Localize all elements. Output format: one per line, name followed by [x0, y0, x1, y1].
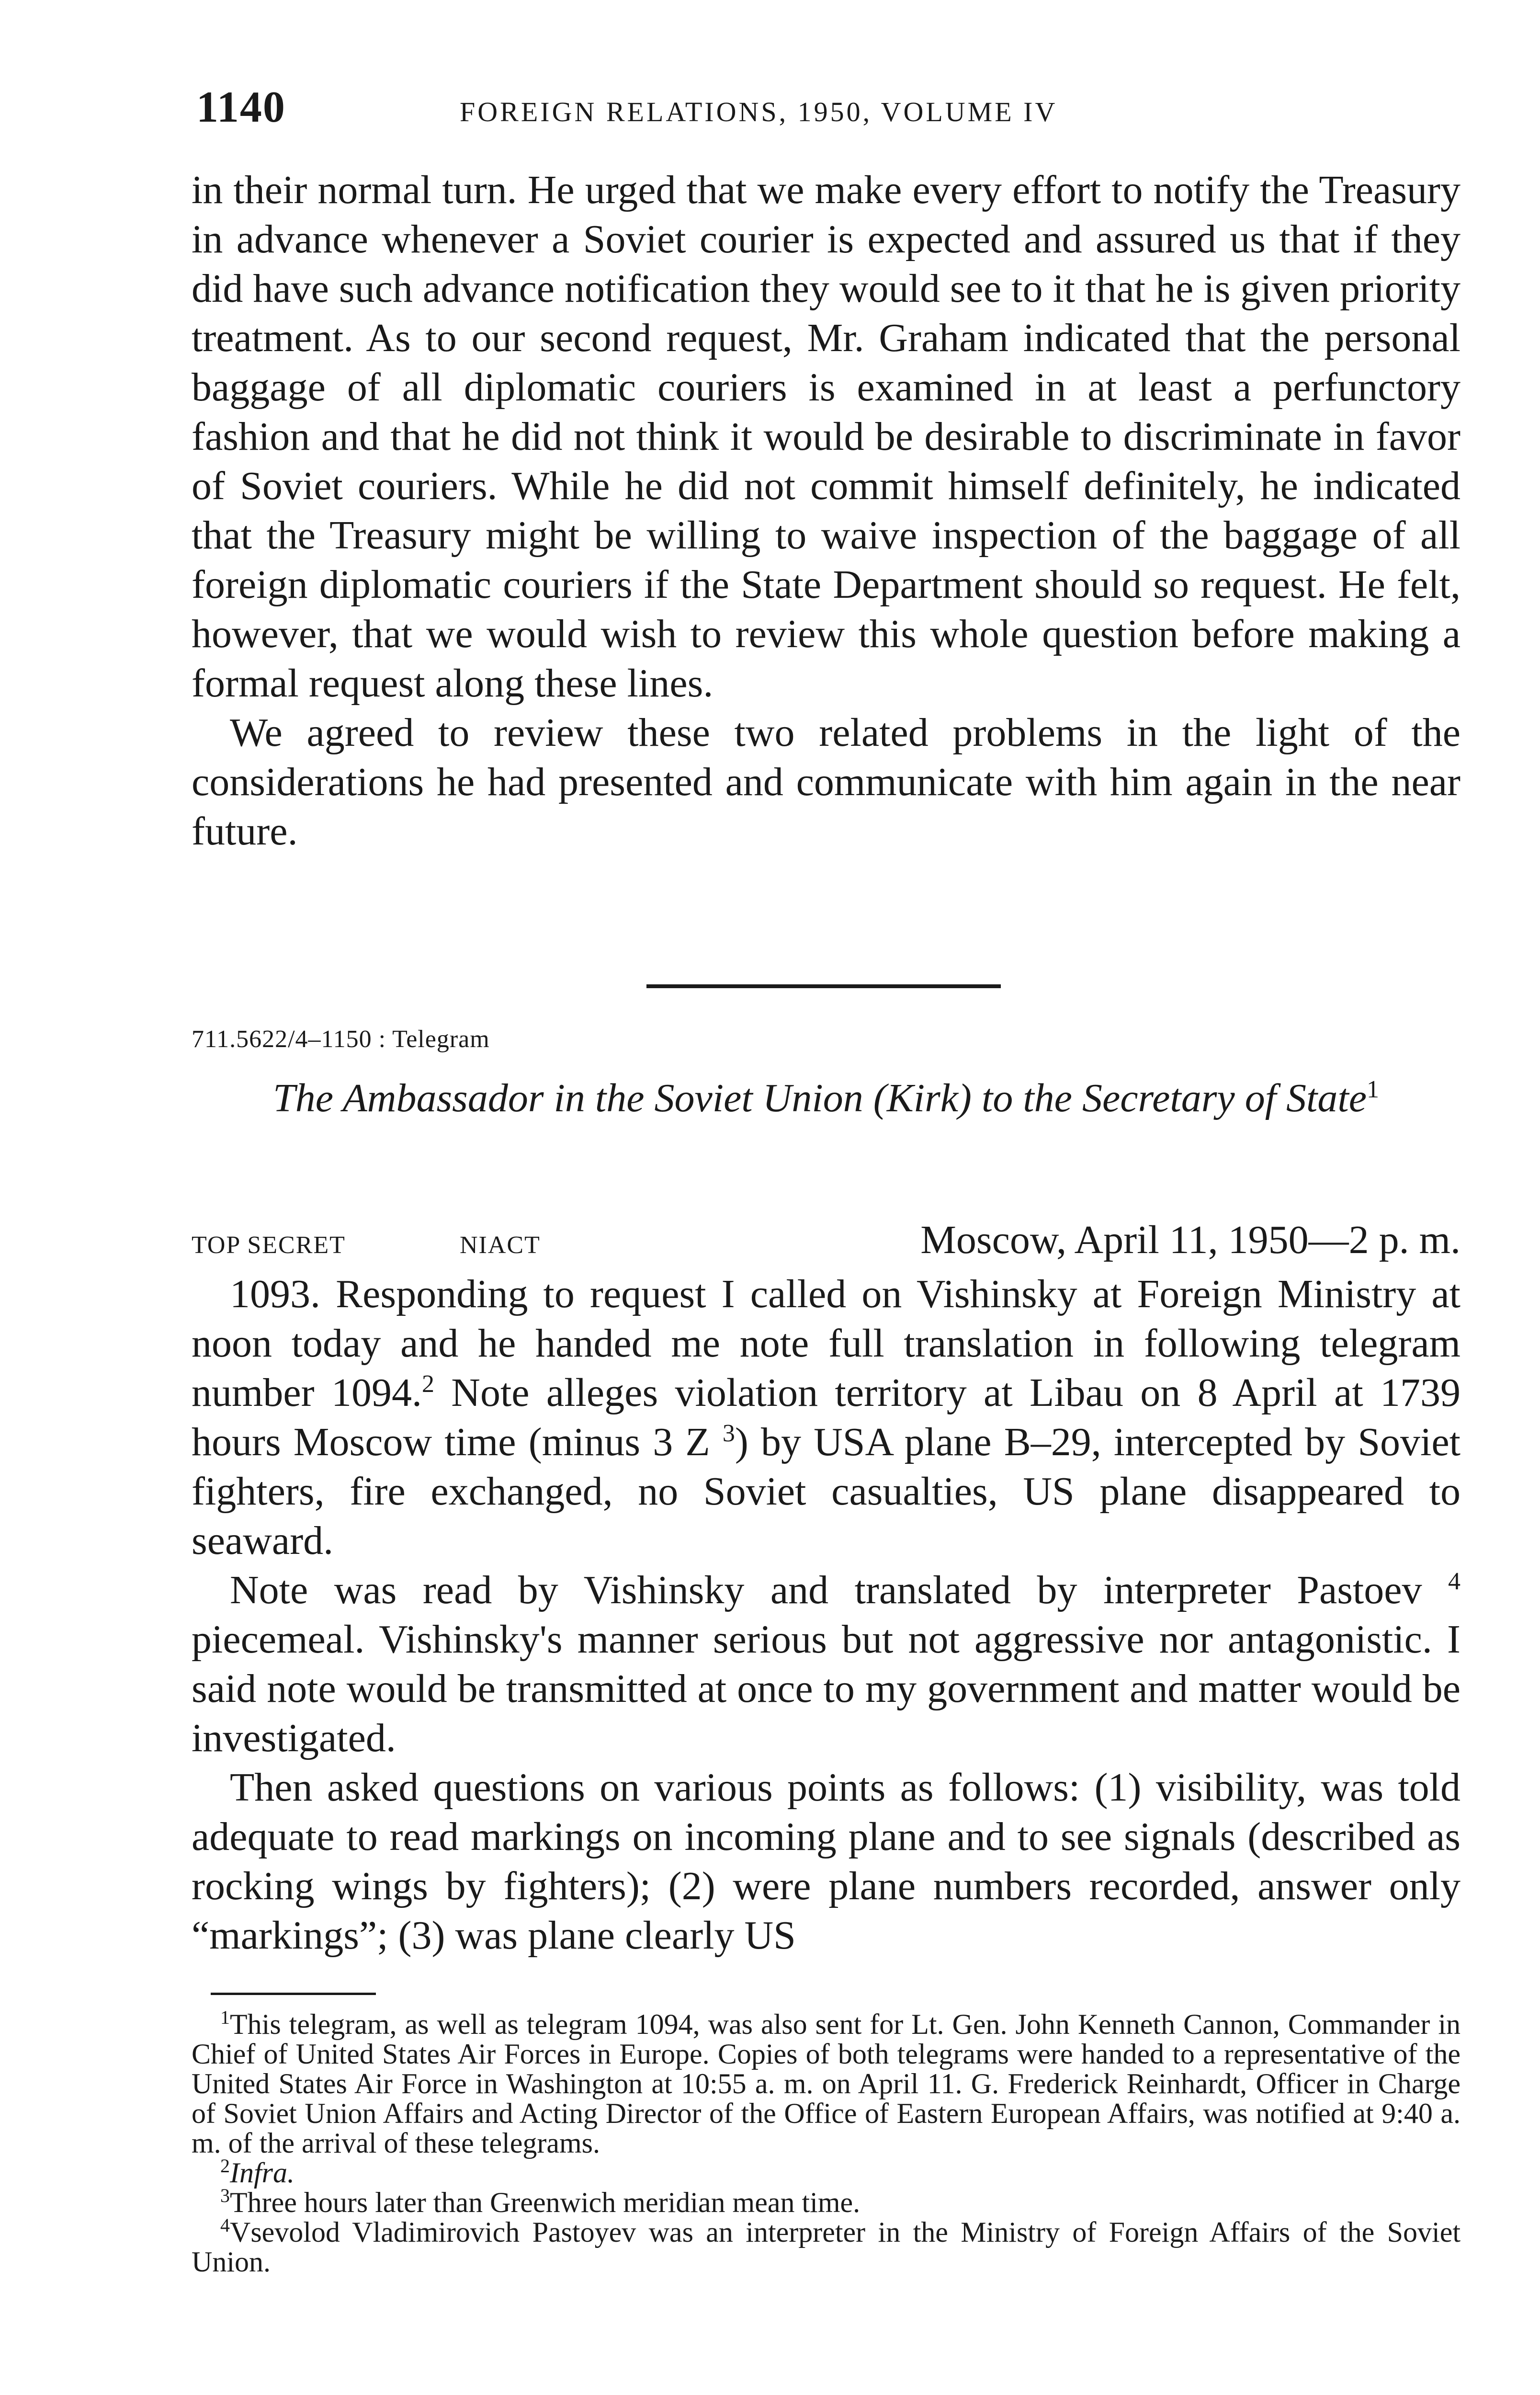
body-paragraph — [192, 1565, 1461, 1763]
footnote-marker: 3 — [722, 1420, 735, 1447]
telegram-body — [192, 1269, 1461, 1960]
text-run: 1093. Responding to request I called on Vishinsky at Foreign Ministry at noon today and he handed me note full translation in following telegram number 1094. — [192, 1272, 1461, 1415]
text-run: Note alleges violation territory at Libau on 8 April at 1739 hours Moscow time (minus 3 Z — [192, 1370, 1461, 1464]
continued-text — [192, 165, 1461, 856]
footnote — [192, 2155, 1461, 2189]
footnote-marker: 2 — [421, 1370, 434, 1398]
page-number: 1140 — [196, 82, 286, 131]
dateline — [192, 1217, 1461, 1269]
section-divider — [646, 984, 1001, 988]
precedence: NIACT — [460, 1232, 541, 1259]
document-title-text: The Ambassador in the Soviet Union (Kirk) to the Secretary of State — [273, 1076, 1367, 1120]
text-run: Note was read by Vishinsky and translated by interpreter Pastoev — [230, 1568, 1448, 1612]
classification: TOP SECRET — [192, 1232, 346, 1259]
document-title — [192, 1073, 1461, 1123]
footnote-mark: 3 — [220, 2185, 230, 2206]
body-paragraph: We agreed to review these two related problems in the light of the considerations he had presented and communicate with him again in the near future. — [192, 710, 1461, 854]
footnote-text: This telegram, as well as telegram 1094, was also sent for Lt. Gen. John Kenneth Cannon, Commander in Chief of United States Air Forces in Europe. Copies of both telegrams were handed to a representative of the United States Air Force in Washington at 10:55 a. m. on April 11. G. Frederick Reinhardt, Officer in Charge of Soviet Union Affairs and Acting Director of the Office of Eastern European Affairs, was notified at 9:40 a. m. of the arrival of these telegrams. — [192, 2008, 1461, 2159]
footnote-text: Infra. — [230, 2157, 294, 2189]
footnotes — [192, 2009, 1461, 2277]
footnote-mark: 1 — [220, 2007, 230, 2028]
file-reference: 711.5622/4–1150 : Telegram — [192, 1026, 490, 1053]
place-date: Moscow, April 11, 1950—2 p. m. — [920, 1218, 1461, 1262]
running-head: FOREIGN RELATIONS, 1950, VOLUME IV — [460, 96, 1058, 127]
footnote — [192, 2185, 1461, 2218]
page-header — [196, 81, 1461, 144]
footnote — [192, 2009, 1461, 2158]
footnote-text: Vsevolod Vladimirovich Pastoyev was an interpreter in the Ministry of Foreign Affairs of the Soviet Union. — [192, 2216, 1461, 2278]
footnote-marker: 4 — [1448, 1568, 1461, 1595]
footnote-divider — [211, 1993, 376, 1995]
footnote — [192, 2214, 1461, 2278]
footnote-text: Three hours later than Greenwich meridian mean time. — [230, 2187, 861, 2218]
body-paragraph: in their normal turn. He urged that we make every effort to notify the Treasury in advance whenever a Soviet courier is expected and assured us that if they did have such advance notification they would see to it that he is given priority treatment. As to our second request, Mr. Graham indicated that the personal baggage of all diplomatic couriers is examined in at least a perfunctory fashion and that he did not think it would be desirable to discriminate in favor of Soviet couriers. While he did not commit himself definitely, he indicated that the Treasury might be willing to waive inspection of the baggage of all foreign diplomatic couriers if the State Department should so request. He felt, however, that we would wish to review this whole question before making a formal request along these lines. — [192, 168, 1461, 706]
body-paragraph — [192, 1269, 1461, 1565]
footnote-mark: 2 — [220, 2155, 230, 2177]
body-paragraph: Then asked questions on various points as follows: (1) visibility, was told adequate to read markings on incoming plane and to see signals (described as rocking wings by fighters); (2) were plane numbers recorded, answer only “markings”; (3) was plane clearly US — [192, 1765, 1461, 1958]
footnote-mark: 4 — [220, 2214, 230, 2236]
text-run: piecemeal. Vishinsky's manner serious but not aggressive nor antagonistic. I said note would be transmitted at once to my government and matter would be investigated. — [192, 1617, 1461, 1760]
footnote-marker: 1 — [1367, 1076, 1379, 1103]
text-run: ) by USA plane B–29, intercepted by Soviet fighters, fire exchanged, no Soviet casualties, US plane disappeared to seaward. — [192, 1420, 1461, 1563]
